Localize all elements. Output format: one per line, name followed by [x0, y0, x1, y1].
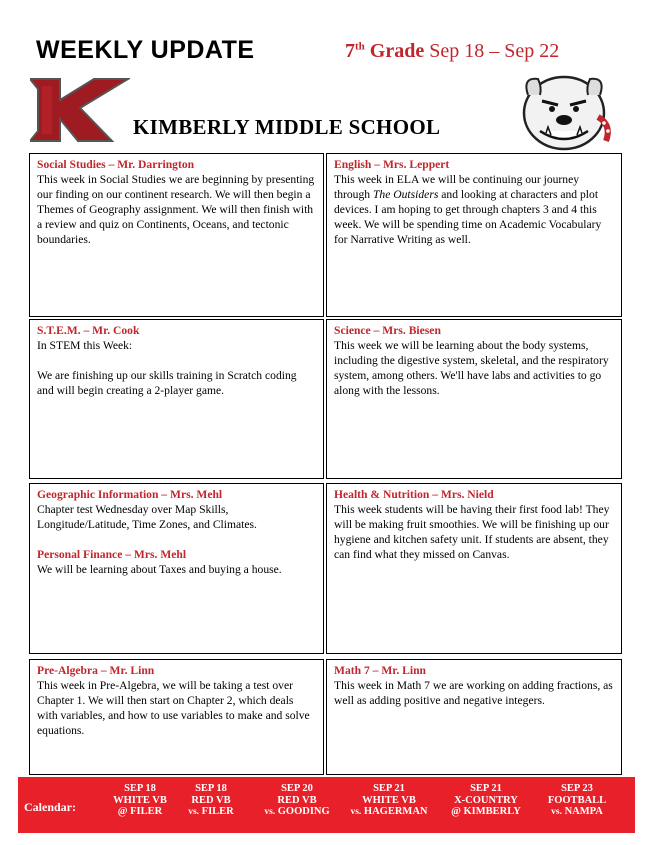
event-name: RED VB	[277, 794, 317, 806]
event-date: SEP 21	[373, 783, 405, 794]
school-k-logo-icon	[30, 76, 130, 144]
geo-heading: Geographic Information – Mrs. Mehl	[37, 488, 223, 501]
event-name: WHITE VB	[362, 794, 416, 806]
stem-heading: S.T.E.M. – Mr. Cook	[37, 324, 140, 337]
event-date: SEP 21	[470, 783, 502, 794]
box-pre-algebra	[29, 659, 324, 775]
event-vs: vs.	[188, 807, 200, 817]
stem-line1: In STEM this Week:	[37, 339, 133, 352]
event-location	[247, 806, 347, 819]
event-date: SEP 20	[281, 783, 313, 794]
box-health-nutrition	[326, 483, 622, 654]
stem-body: We are finishing up our skills training in Scratch coding and will begin creating a 2-player game.	[37, 369, 297, 397]
english-heading: English – Mrs. Leppert	[334, 158, 450, 171]
event-date: SEP 23	[561, 783, 593, 794]
calendar-label: Calendar:	[24, 800, 76, 814]
page-title: WEEKLY UPDATE	[36, 36, 255, 64]
grade-word: Grade	[369, 40, 425, 62]
box-english	[326, 153, 622, 317]
english-body-post: and looking at characters and plot devices. I am hoping to get through chapters 3 and 4 this week. We will be spending time on Academic Vocabulary for Narrative Writing as well.	[334, 188, 602, 246]
grade-dates	[345, 40, 559, 63]
event-name: FOOTBALL	[547, 794, 607, 806]
science-heading: Science – Mrs. Biesen	[334, 324, 441, 337]
pre-algebra-heading: Pre-Algebra – Mr. Linn	[37, 664, 155, 677]
event-date: SEP 18	[195, 783, 227, 794]
event-name: X-COUNTRY	[454, 794, 518, 806]
box-science	[326, 319, 622, 479]
pre-algebra-body: This week in Pre-Algebra, we will be taking a test over Chapter 1. We will then start on Chapter 2, which deals with variables, and how to use variables to make and solve equations.	[37, 679, 310, 737]
event-location-name: GOODING	[277, 806, 330, 817]
finance-body: We will be learning about Taxes and buying a house.	[37, 563, 282, 576]
finance-heading: Personal Finance – Mrs. Mehl	[37, 548, 187, 561]
event-location	[161, 806, 261, 819]
geo-body: Chapter test Wednesday over Map Skills, Longitude/Latitude, Time Zones, and Climates.	[37, 503, 257, 531]
math7-heading: Math 7 – Mr. Linn	[334, 664, 427, 677]
event-name: WHITE VB	[113, 794, 167, 806]
box-stem	[29, 319, 324, 479]
week-dates: Sep 18 – Sep 22	[429, 40, 560, 62]
calendar-event	[527, 783, 627, 819]
event-date: SEP 18	[124, 783, 156, 794]
event-location: @ FILER	[117, 806, 163, 817]
event-location-name: NAMPA	[564, 806, 603, 817]
box-math-7	[326, 659, 622, 775]
box-social-studies	[29, 153, 324, 317]
grade-number: 7	[345, 40, 355, 62]
event-location: @ KIMBERLY	[451, 806, 521, 817]
social-studies-heading: Social Studies – Mr. Darrington	[37, 158, 195, 171]
event-location	[339, 806, 439, 819]
school-name: KIMBERLY MIDDLE SCHOOL	[133, 115, 441, 139]
event-name: RED VB	[191, 794, 231, 806]
english-body-pre: This week in ELA we will be continuing our journey through	[334, 173, 580, 201]
event-vs: vs.	[264, 807, 276, 817]
bulldog-mascot-icon	[514, 65, 614, 153]
calendar-event	[161, 783, 261, 819]
health-heading: Health & Nutrition – Mrs. Nield	[334, 488, 494, 501]
event-vs: vs.	[350, 807, 362, 817]
box-geographic-info	[29, 483, 324, 654]
health-body: This week students will be having their first food lab! They will be making fruit smoothies. We will be finishing up our hygiene and kitchen safety unit. If students are absent, they can find what they missed on Canvas.	[334, 503, 610, 561]
calendar-bar	[18, 777, 635, 833]
event-location-name: HAGERMAN	[363, 806, 428, 817]
english-book-title: The Outsiders	[372, 188, 439, 201]
science-body: This week we will be learning about the body systems, including the digestive system, skeletal, and the respiratory system, among others. We'll have labs and activities to go along with the lessons.	[334, 339, 609, 397]
calendar-event	[247, 783, 347, 819]
event-location	[527, 806, 627, 819]
calendar-event	[339, 783, 439, 819]
math7-body: This week in Math 7 we are working on adding fractions, as well as adding positive and negative integers.	[334, 679, 613, 707]
event-location-name: FILER	[201, 806, 234, 817]
event-vs: vs.	[551, 807, 562, 817]
social-studies-body: This week in Social Studies we are beginning by presenting our finding on our continent research. We will then begin a Themes of Geography assignment. We will then finish with a review and quiz on Continents, Oceans, and tectonic boundaries.	[37, 173, 315, 246]
grade-suffix: th	[355, 40, 365, 53]
calendar-event	[436, 783, 536, 818]
english-body	[334, 172, 614, 247]
